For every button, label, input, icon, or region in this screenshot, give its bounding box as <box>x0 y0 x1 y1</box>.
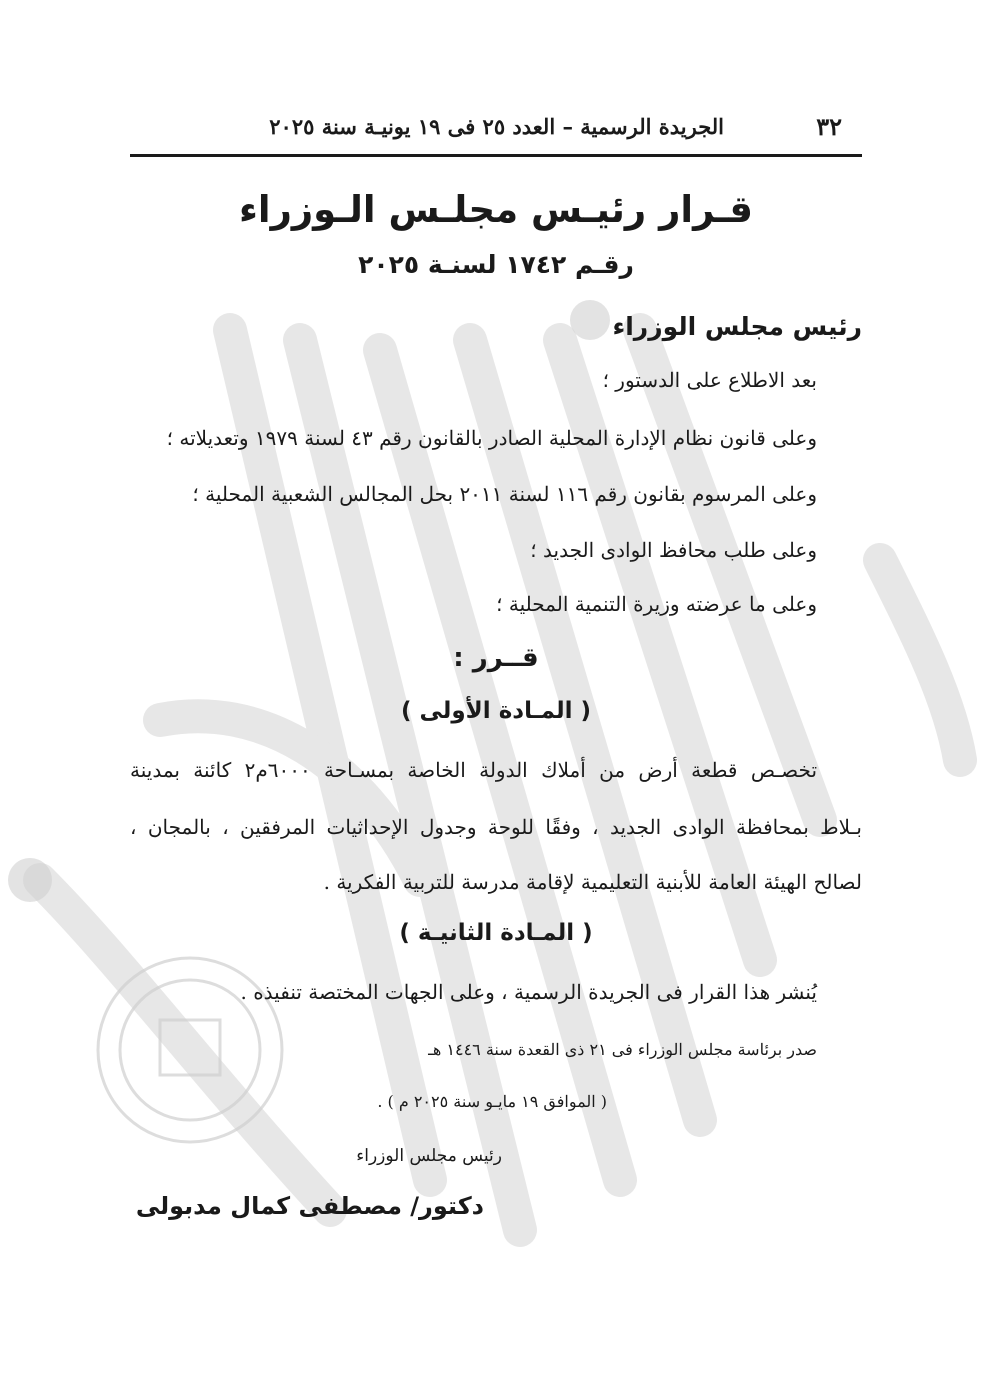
signer-title: رئيس مجلس الوزراء <box>356 1146 502 1166</box>
preamble-line: وعلى قانون نظام الإدارة المحلية الصادر بالقانون رقم ٤٣ لسنة ١٩٧٩ وتعديلاته ؛ <box>166 426 817 450</box>
page-number: ٣٢ <box>816 112 842 141</box>
header-divider <box>130 154 862 157</box>
issued-date-gregorian: ( الموافق ١٩ مايـو سنة ٢٠٢٥ م ) . <box>377 1092 607 1111</box>
signer-name: دكتور/ مصطفى كمال مدبولى <box>135 1192 484 1220</box>
article-1-line: بـلاط بمحافظة الوادى الجديد ، وفقًا للوحة وجدول الإحداثيات المرفقين ، بالمجان ، <box>130 815 862 839</box>
article-2-text: يُنشر هذا القرار فى الجريدة الرسمية ، وعلى الجهات المختصة تنفيذه . <box>240 980 817 1004</box>
preamble-line: وعلى طلب محافظ الوادى الجديد ؛ <box>530 538 817 562</box>
decree-number: رقـم ١٧٤٢ لسنـة ٢٠٢٥ <box>358 250 634 279</box>
preamble-line: وعلى المرسوم بقانون رقم ١١٦ لسنة ٢٠١١ بحل المجالس الشعبية المحلية ؛ <box>192 482 817 506</box>
article-1-line: لصالح الهيئة العامة للأبنية التعليمية لإقامة مدرسة للتربية الفكرية . <box>323 870 862 894</box>
issuing-authority: رئيس مجلس الوزراء <box>612 312 862 341</box>
article-2-heading: ( المـادة الثانيـة ) <box>399 920 593 946</box>
article-1-line: تخصـص قطعة أرض من أملاك الدولة الخاصة بمسـاحة ٦٠٠٠م٢ كائنة بمدينة <box>130 758 818 782</box>
preamble-line: بعد الاطلاع على الدستور ؛ <box>602 368 817 392</box>
issued-date-hijri: صدر برئاسة مجلس الوزراء فى ٢١ ذى القعدة سنة ١٤٤٦ هـ <box>428 1040 817 1059</box>
decreed-label: قــرر : <box>453 643 539 673</box>
running-header: الجريدة الرسمية – العدد ٢٥ فى ١٩ يونيـة سنة ٢٠٢٥ <box>269 114 724 139</box>
preamble-line: وعلى ما عرضته وزيرة التنمية المحلية ؛ <box>496 592 817 616</box>
decree-title: قـرار رئيـس مجلـس الـوزراء <box>238 188 753 231</box>
article-1-heading: ( المـادة الأولى ) <box>400 698 592 724</box>
